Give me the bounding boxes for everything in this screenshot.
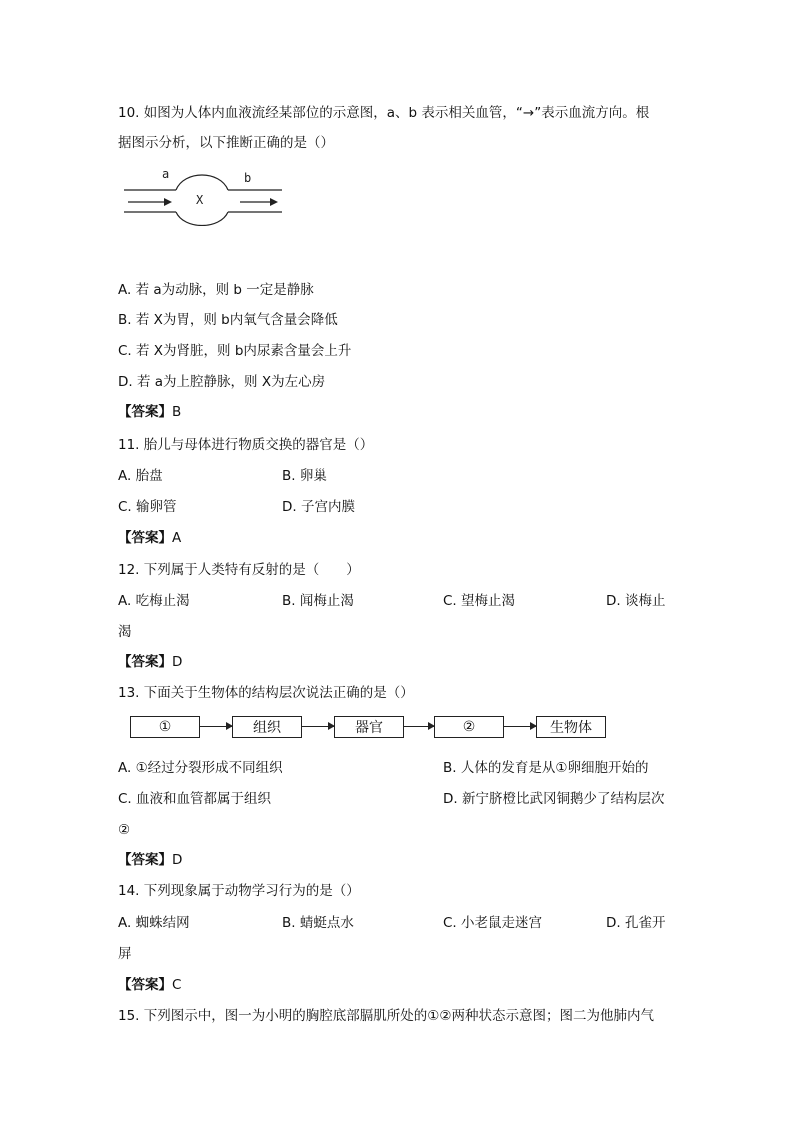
flow-box-5: 生物体: [536, 716, 606, 738]
q12-option-a: A. 吃梅止渴: [118, 593, 190, 609]
q10-blood-vessel-diagram: [118, 162, 288, 226]
q11-option-a: A. 胎盘: [118, 468, 163, 484]
q10-stem-line2: 据图示分析，以下推断正确的是（）: [118, 135, 334, 151]
flow-box-4: ②: [434, 716, 504, 738]
q10-label-b: b: [244, 171, 252, 185]
q13-stem: 13. 下面关于生物体的结构层次说法正确的是（）: [118, 685, 414, 701]
q12-answer-value: D: [172, 654, 183, 670]
q10-label-x: X: [196, 193, 204, 207]
q14-option-d-wrap: 屏: [118, 946, 132, 962]
flow-box-1: ①: [130, 716, 200, 738]
q10-option-b: B. 若 X为胃，则 b内氧气含量会降低: [118, 312, 338, 328]
q14-option-c: C. 小老鼠走迷宫: [443, 915, 543, 931]
q14-option-d: D. 孔雀开: [606, 915, 666, 931]
q10-answer-value: B: [172, 404, 182, 420]
q13-option-d-wrap: ②: [118, 822, 131, 838]
q10-answer-label: 【答案】: [118, 404, 172, 420]
q12-stem: 12. 下列属于人类特有反射的是（ ）: [118, 562, 360, 578]
flow-arrow-2: [302, 726, 334, 727]
q11-answer: [118, 529, 181, 547]
q12-answer-label: 【答案】: [118, 654, 172, 670]
q10-answer: [118, 403, 181, 421]
flow-arrow-1: [200, 726, 232, 727]
q13-option-a: A. ①经过分裂形成不同组织: [118, 760, 283, 776]
q14-answer-value: C: [172, 977, 182, 993]
q14-option-a: A. 蜘蛛结网: [118, 915, 190, 931]
q13-answer: [118, 851, 182, 869]
q11-stem: 11. 胎儿与母体进行物质交换的器官是（）: [118, 437, 374, 453]
flow-arrow-4: [504, 726, 536, 727]
q11-option-c: C. 输卵管: [118, 499, 177, 515]
q13-answer-value: D: [172, 852, 183, 868]
q12-option-d-wrap: 渴: [118, 624, 132, 640]
q14-option-b: B. 蜻蜓点水: [282, 915, 354, 931]
q10-option-d: D. 若 a为上腔静脉，则 X为左心房: [118, 374, 326, 390]
q11-answer-label: 【答案】: [118, 530, 172, 546]
q10-stem-line1: 10. 如图为人体内血液流经某部位的示意图，a、b 表示相关血管，“→”表示血流方向。根: [118, 105, 650, 121]
q12-option-c: C. 望梅止渴: [443, 593, 516, 609]
q13-option-d: D. 新宁脐橙比武冈铜鹅少了结构层次: [443, 791, 665, 807]
q10-option-a: A. 若 a为动脉，则 b 一定是静脉: [118, 282, 314, 298]
q13-option-c: C. 血液和血管都属于组织: [118, 791, 272, 807]
q11-answer-value: A: [172, 530, 182, 546]
q12-option-d: D. 谈梅止: [606, 593, 666, 609]
flow-box-3: 器官: [334, 716, 404, 738]
flow-arrow-3: [404, 726, 434, 727]
q14-answer: [118, 976, 181, 994]
q12-answer: [118, 653, 182, 671]
q11-option-d: D. 子宫内膜: [282, 499, 355, 515]
q12-option-b: B. 闻梅止渴: [282, 593, 354, 609]
q11-option-b: B. 卵巢: [282, 468, 327, 484]
q13-answer-label: 【答案】: [118, 852, 172, 868]
q15-stem-line1: 15. 下列图示中，图一为小明的胸腔底部膈肌所处的①②两种状态示意图；图二为他肺内气: [118, 1008, 654, 1024]
q14-answer-label: 【答案】: [118, 977, 172, 993]
q13-option-b: B. 人体的发育是从①卵细胞开始的: [443, 760, 649, 776]
q10-option-c: C. 若 X为肾脏，则 b内尿素含量会上升: [118, 343, 352, 359]
flow-box-2: 组织: [232, 716, 302, 738]
q14-stem: 14. 下列现象属于动物学习行为的是（）: [118, 883, 360, 899]
q10-label-a: a: [162, 167, 170, 181]
